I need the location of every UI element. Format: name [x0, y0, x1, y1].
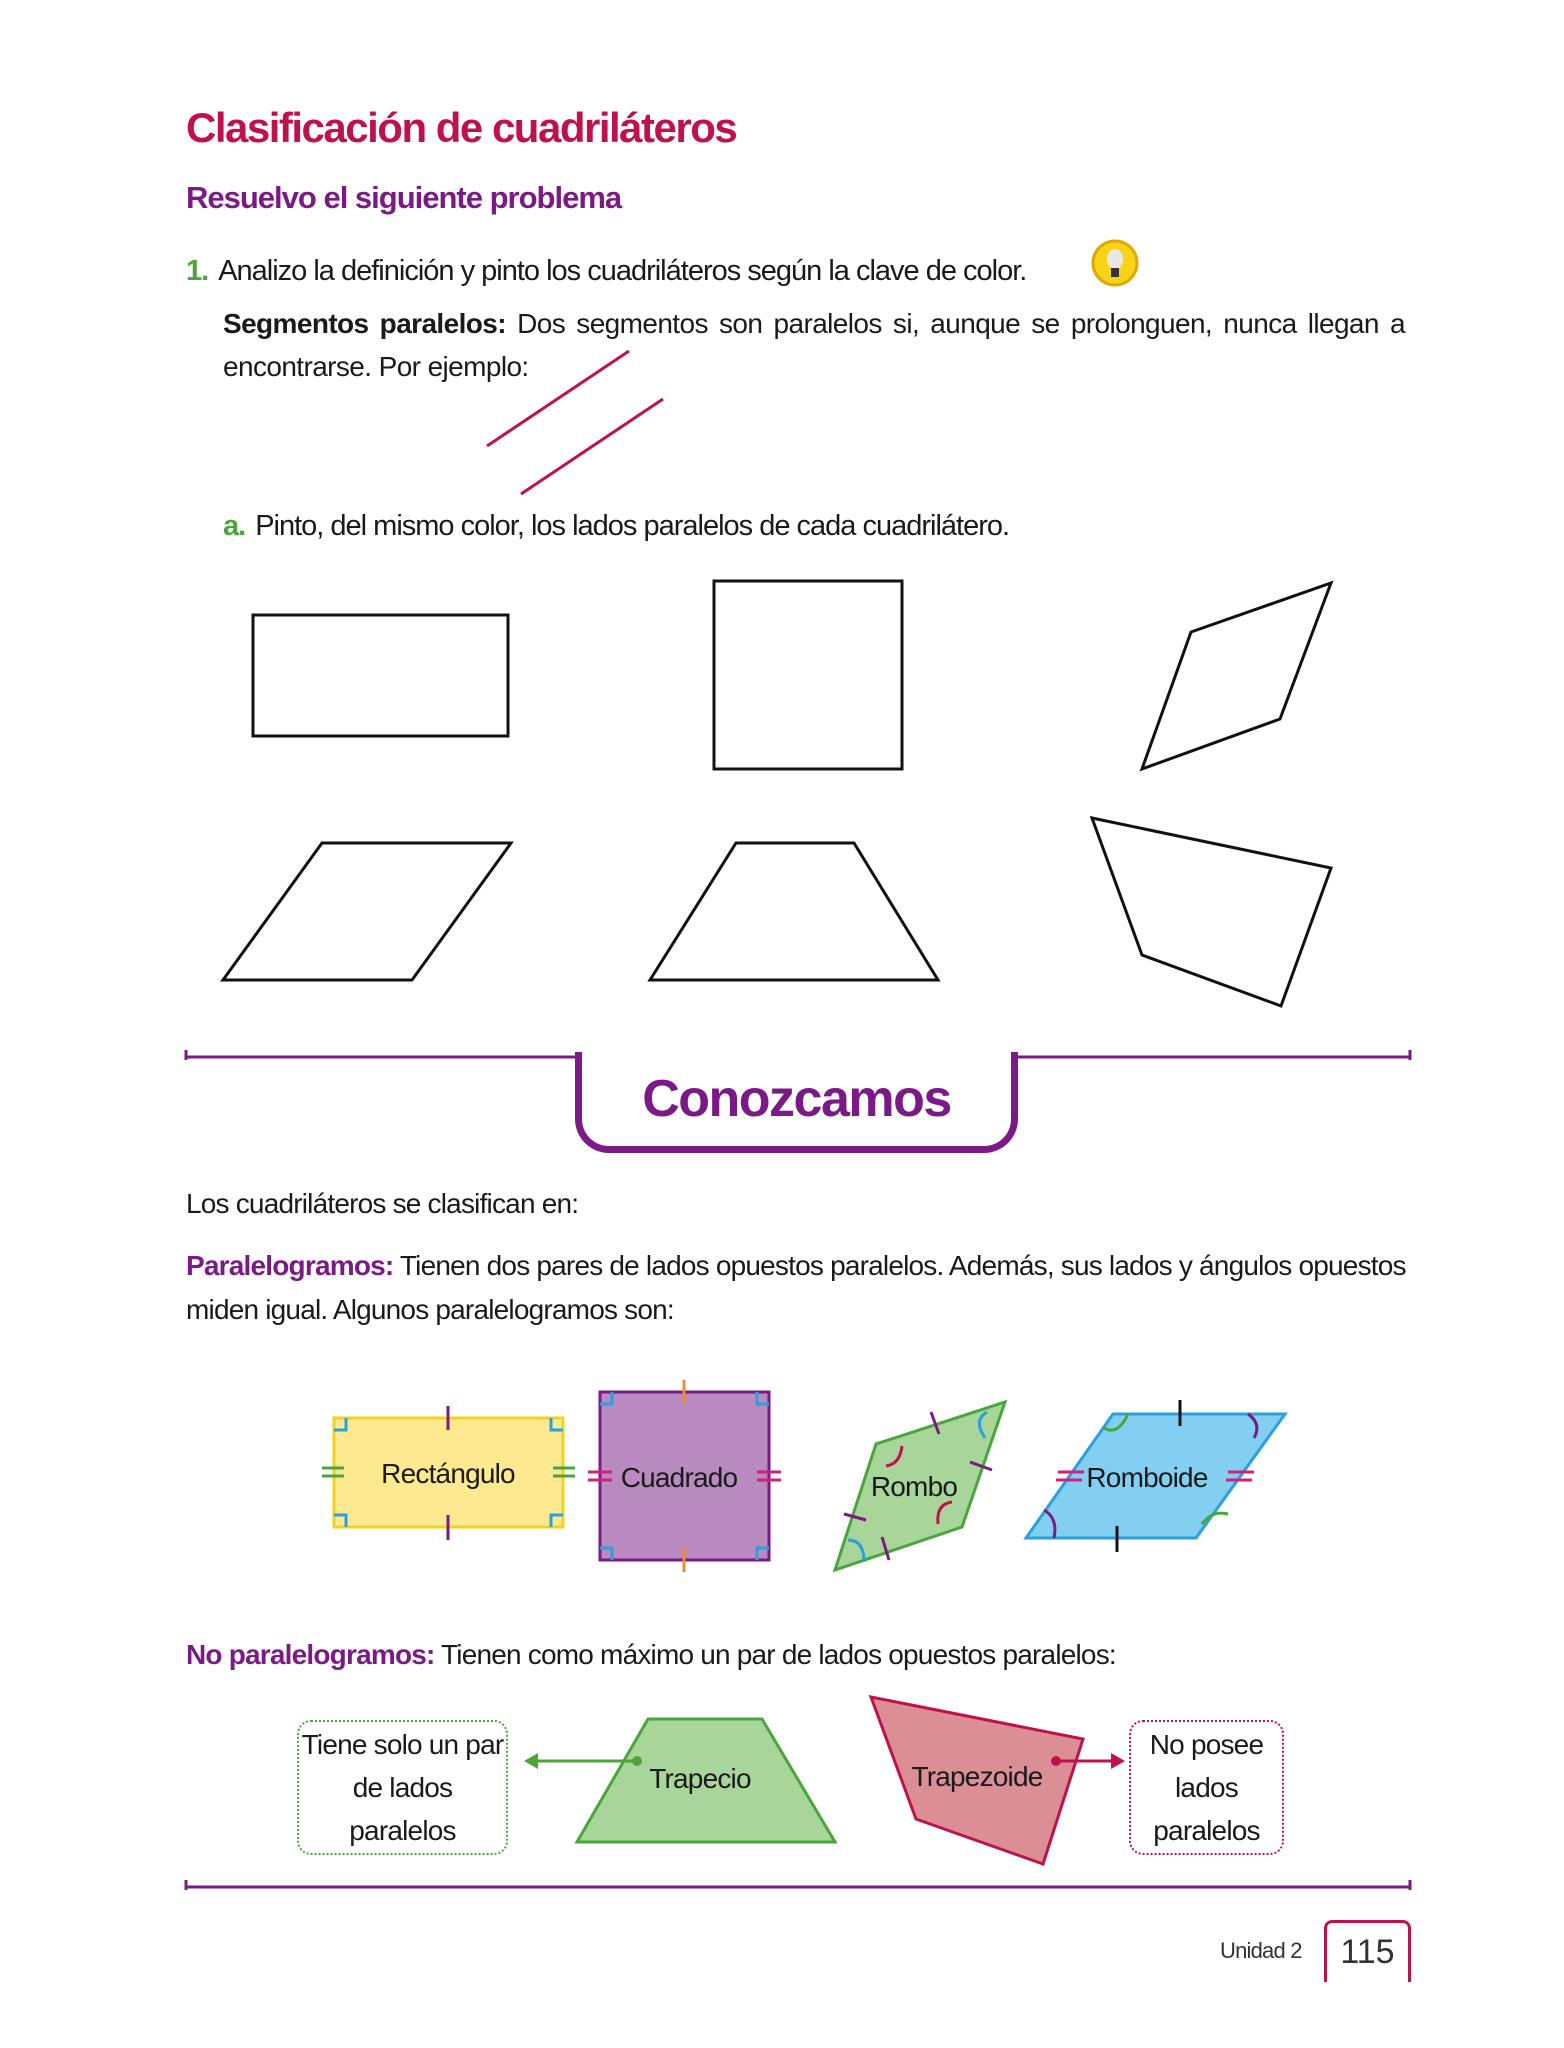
parallelograms-term: Paralelogramos:: [186, 1250, 394, 1281]
trapezoide-note-box: No posee lados paralelos: [1129, 1720, 1284, 1855]
rectangle-figure: [322, 1406, 575, 1540]
rhomboid-label: Romboide: [1086, 1462, 1208, 1493]
arrow-left-icon: [524, 1753, 538, 1769]
square-outline[interactable]: [714, 581, 902, 769]
parallelograms-text: Tienen dos pares de lados opuestos paralelos. Además, sus lados y ángulos opuestos miden igual. Algunos paralelogramos son:: [186, 1250, 1406, 1325]
rhombus-figure: [835, 1402, 1005, 1570]
trapezoid-outline[interactable]: [650, 843, 938, 980]
square-label: Cuadrado: [620, 1462, 738, 1493]
sub-instruction: [223, 510, 1009, 543]
trapezoide-label: Trapezoide: [911, 1761, 1043, 1792]
rectangle-label: Rectángulo: [381, 1458, 515, 1489]
unit-label: Unidad 2: [1220, 1938, 1302, 1963]
parallelograms-definition: [186, 1244, 1410, 1332]
page-number: 115: [1324, 1920, 1411, 1982]
rectangle-outline[interactable]: [253, 615, 508, 736]
parallel-segment-1: [487, 351, 629, 446]
sub-letter: a.: [223, 510, 246, 542]
classification-figures: [0, 1380, 1564, 1890]
non-parallelograms-definition: [186, 1639, 1116, 1671]
trapecio-note-box: Tiene solo un par de lados paralelos: [297, 1720, 508, 1855]
instruction-text: Analizo la definición y pinto los cuadriláteros según la clave de color.: [218, 255, 1027, 287]
trapezoide-figure: [871, 1697, 1125, 1864]
sub-instruction-text: Pinto, del mismo color, los lados paralelos de cada cuadrilátero.: [255, 510, 1010, 542]
non-parallelograms-term: No paralelogramos:: [186, 1639, 435, 1670]
exercise-number: 1.: [186, 255, 209, 287]
trapecio-figure: [524, 1719, 835, 1842]
arrow-right-icon: [1111, 1753, 1125, 1769]
non-parallelograms-text: Tienen como máximo un par de lados opuestos paralelos:: [441, 1639, 1116, 1670]
definition-term: Segmentos paralelos:: [223, 308, 506, 339]
parallelogram-outline[interactable]: [223, 843, 511, 980]
trapezoid-irregular-outline[interactable]: [1092, 818, 1331, 1006]
classification-intro: Los cuadriláteros se clasifican en:: [186, 1188, 579, 1219]
rhombus-outline[interactable]: [1142, 583, 1331, 769]
section-subtitle: Resuelvo el siguiente problema: [186, 180, 622, 215]
rhombus-label: Rombo: [870, 1471, 958, 1502]
square-figure: [588, 1380, 781, 1572]
trapecio-label: Trapecio: [649, 1763, 751, 1794]
conozcamos-tab: Conozcamos: [575, 1052, 1018, 1153]
page-title: Clasificación de cuadriláteros: [186, 104, 737, 151]
definition-text: Dos segmentos son paralelos si, aunque se prolonguen, nunca llegan a encontrarse. Por ejemplo:: [223, 308, 1405, 382]
rhomboid-figure: [1026, 1400, 1285, 1552]
parallel-segment-2: [521, 399, 663, 494]
